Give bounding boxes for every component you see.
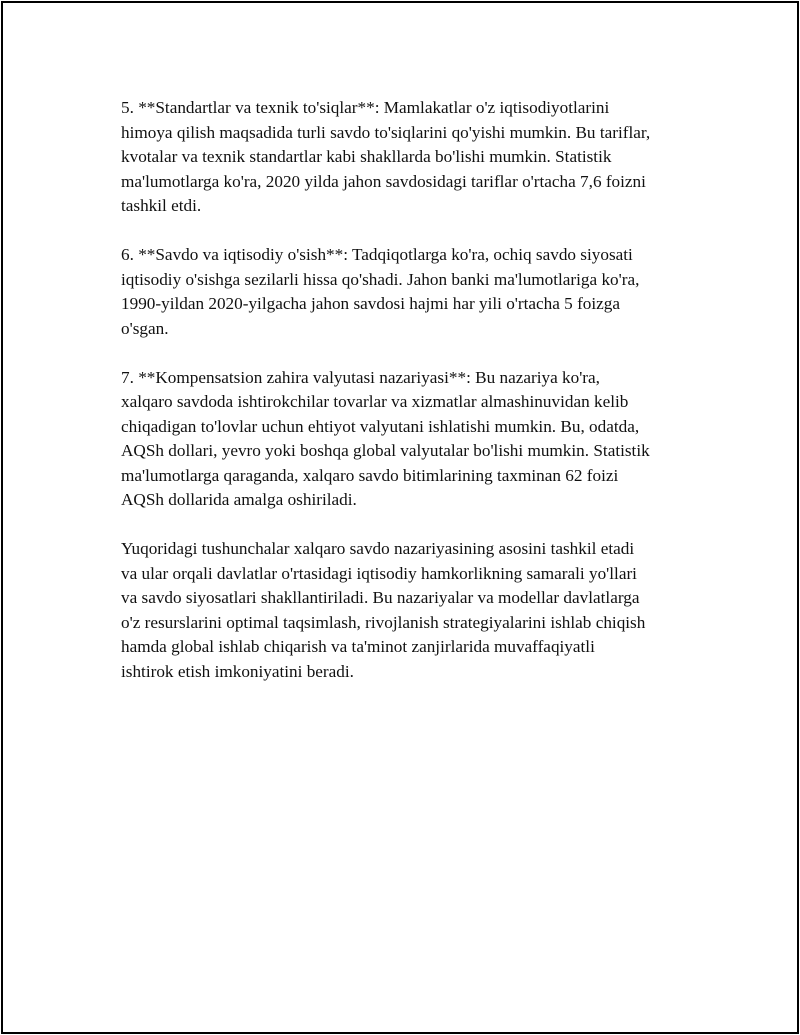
text-line: va ular orqali davlatlar o'rtasidagi iqtisodiy hamkorlikning samarali yo'llari: [121, 563, 637, 583]
text-line: o'sgan.: [121, 318, 169, 338]
text-line: ma'lumotlarga ko'ra, 2020 yilda jahon savdosidagi tariflar o'rtacha 7,6 foizni: [121, 171, 646, 191]
text-line: iqtisodiy o'sishga sezilarli hissa qo'shadi. Jahon banki ma'lumotlariga ko'ra,: [121, 269, 640, 289]
text-line: xalqaro savdoda ishtirokchilar tovarlar va xizmatlar almashinuvidan kelib: [121, 392, 629, 411]
text-line: tashkil etdi.: [121, 196, 202, 215]
text-line: Yuqoridagi tushunchalar xalqaro savdo nazariyasining asosini tashkil etadi: [121, 539, 635, 558]
text-line: kvotalar va texnik standartlar kabi shakllarda bo'lishi mumkin. Statistik: [121, 147, 612, 166]
text-line: AQSh dollari, yevro yoki boshqa global valyutalar bo'lishi mumkin. Statistik: [121, 441, 650, 460]
text-line: ma'lumotlarga qaraganda, xalqaro savdo bitimlarining taxminan 62 foizi: [121, 465, 619, 485]
paragraph-standards-barriers: [121, 96, 701, 219]
document-body: [121, 96, 701, 709]
text-line: 5. **Standartlar va texnik to'siqlar**: Mamlakatlar o'z iqtisodiyotlarini: [121, 98, 610, 117]
text-line: 1990-yildan 2020-yilgacha jahon savdosi hajmi har yili o'rtacha 5 foizga: [121, 294, 621, 313]
text-line: AQSh dollarida amalga oshiriladi.: [121, 490, 357, 509]
paragraph-conclusion: [121, 537, 701, 684]
paragraph-reserve-currency: [121, 366, 701, 513]
text-line: 7. **Kompensatsion zahira valyutasi nazariyasi**: Bu nazariya ko'ra,: [121, 367, 600, 387]
text-line: chiqadigan to'lovlar uchun ehtiyot valyutani ishlatishi mumkin. Bu, odatda,: [121, 416, 640, 436]
text-line: 6. **Savdo va iqtisodiy o'sish**: Tadqiqotlarga ko'ra, ochiq savdo siyosati: [121, 245, 633, 264]
text-line: hamda global ishlab chiqarish va ta'minot zanjirlarida muvaffaqiyatli: [121, 637, 595, 656]
page-frame: [1, 1, 799, 1034]
text-line: o'z resurslarini optimal taqsimlash, rivojlanish strategiyalarini ishlab chiqish: [121, 612, 646, 632]
paragraph-trade-growth: [121, 243, 701, 341]
text-line: va savdo siyosatlari shakllantiriladi. Bu nazariyalar va modellar davlatlarga: [121, 588, 640, 607]
text-line: himoya qilish maqsadida turli savdo to'siqlarini qo'yishi mumkin. Bu tariflar,: [121, 122, 651, 142]
text-line: ishtirok etish imkoniyatini beradi.: [121, 661, 354, 681]
